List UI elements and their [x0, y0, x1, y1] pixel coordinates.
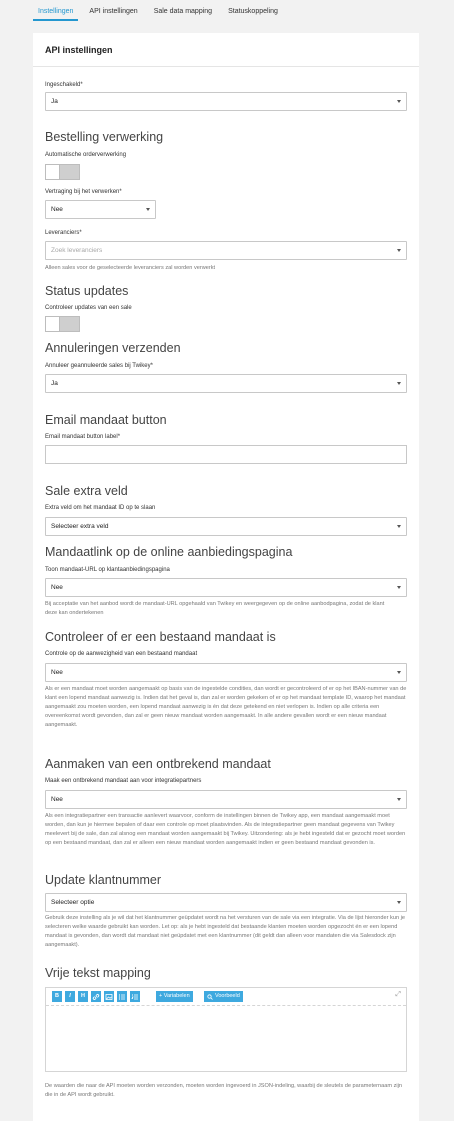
- extra-field-label: Extra veld om het mandaat ID op te slaan: [45, 505, 156, 511]
- panel-title: API instellingen: [45, 45, 113, 55]
- extra-field-select[interactable]: [45, 517, 407, 536]
- section-heading-mandaatlink: Mandaatlink op de online aanbiedingspagina: [45, 545, 293, 559]
- email-button-label: Email mandaat button label*: [45, 434, 121, 440]
- chevron-down-icon: [397, 382, 401, 385]
- chevron-down-icon: [397, 586, 401, 589]
- voorbeeld-button[interactable]: [204, 991, 243, 1002]
- status-updates-toggle[interactable]: [45, 316, 80, 332]
- vertraging-select[interactable]: [45, 200, 156, 219]
- section-heading-extra: Sale extra veld: [45, 484, 128, 498]
- vrije-help: De waarden die naar de API moeten worden verzonden, moeten worden ingevoerd in JSON-indeling, waarbij de sleutels de parameternaam zijn die in de API wordt gebruikt.: [45, 1083, 402, 1098]
- ingeschakeld-label: Ingeschakeld*: [45, 82, 83, 88]
- vertraging-label: Vertraging bij het verwerken*: [45, 189, 122, 195]
- leveranciers-help: Alleen sales voor de geselecteerde leveranciers zal worden verwerkt: [45, 265, 216, 271]
- ingeschakeld-select[interactable]: [45, 92, 407, 111]
- search-icon: [207, 994, 213, 1000]
- expand-icon[interactable]: ⤢: [395, 991, 401, 998]
- tab-statuskoppeling[interactable]: Statuskoppeling: [228, 8, 278, 15]
- section-heading-bestelling: Bestelling verwerking: [45, 130, 164, 144]
- api-settings-panel: [33, 33, 419, 1121]
- ontbrekend-value: Nee: [51, 796, 63, 803]
- vertraging-value: Nee: [51, 206, 63, 213]
- editor-toolbar: [46, 988, 406, 1006]
- tab-sale-data-mapping[interactable]: Sale data mapping: [153, 8, 213, 15]
- mandaatlink-select[interactable]: [45, 578, 407, 597]
- ontbrekend-help: Als een integratiepartner een transactie aanlevert waarvoor, conform de instellingen binnen de Twikey app, een mandaat aangemaakt moet worden, dan kun je hiermee bepalen of daar een controle op moet plaatsvinden. Als de integratiepartner geen mandaat gegevens van Twikey meelevert bij de sale, dan zal alsnog een mandaat worden aangemaakt bij Twikey. Uitzondering: als je hebt ingesteld dat er gezocht moet worden op een bestaand mandaat, dan zal er alleen een nieuw mandaat worden aangemaakt indien er geen bestaand mandaat gevonden is.: [45, 813, 406, 846]
- section-heading-klantnummer: Update klantnummer: [45, 873, 162, 887]
- numbered-list-icon[interactable]: [130, 991, 140, 1002]
- bestaand-value: Nee: [51, 669, 63, 676]
- image-icon[interactable]: [104, 991, 114, 1002]
- klantnummer-value: Selecteer optie: [51, 899, 95, 906]
- section-heading-ontbrekend: Aanmaken van een ontbrekend mandaat: [45, 757, 271, 771]
- leveranciers-placeholder: Zoek leveranciers: [51, 247, 103, 254]
- chevron-down-icon: [397, 671, 401, 674]
- link-icon[interactable]: [91, 991, 101, 1002]
- annuleringen-select[interactable]: [45, 374, 407, 393]
- klantnummer-select[interactable]: [45, 893, 407, 912]
- mandaatlink-help: Bij acceptatie van het aanbod wordt de mandaat-URL opgehaald van Twikey en weergegeven op de online aanbodpagina, zodat de klant deze kan ondertekenen: [45, 601, 385, 616]
- chevron-down-icon: [397, 100, 401, 103]
- status-updates-label: Controleer updates van een sale: [45, 305, 132, 311]
- heading-button[interactable]: H: [78, 991, 88, 1002]
- annuleringen-label: Annuleer geannuleerde sales bij Twikey*: [45, 363, 153, 369]
- variabelen-button[interactable]: + Variabelen: [156, 991, 193, 1002]
- extra-field-value: Selecteer extra veld: [51, 523, 109, 530]
- ontbrekend-label: Maak een ontbrekend mandaat aan voor integratiepartners: [45, 778, 202, 784]
- chevron-down-icon: [397, 901, 401, 904]
- tab-instellingen[interactable]: Instellingen: [33, 0, 78, 21]
- email-button-input[interactable]: [45, 445, 407, 464]
- section-heading-status: Status updates: [45, 284, 129, 298]
- bullet-list-icon[interactable]: [117, 991, 127, 1002]
- chevron-down-icon: [397, 525, 401, 528]
- klantnummer-help: Gebruik deze instelling als je wil dat het klantnummer geüpdatet wordt na het versturen van de sale via een integratie. Via de lijst hieronder kun je selecteren welke waarde gebruikt kan worden. Let op: als je hebt ingesteld dat bestaande klanten moeten worden opgezocht én er een lopend mandaat is gevonden, dan wordt dat mandaat niet geüpdatet met een klantnummer (dit geldt dan alleen voor mandaten die via Salesdock zijn aangemaakt).: [45, 915, 405, 948]
- leveranciers-label: Leveranciers*: [45, 230, 82, 236]
- bestaand-label: Controle op de aanwezigheid van een bestaand mandaat: [45, 651, 198, 657]
- free-text-editor[interactable]: [45, 987, 407, 1072]
- bestaand-help: Als er een mandaat moet worden aangemaakt op basis van de ingestelde condities, dan wordt er gecontroleerd of er op het IBAN-nummer van de klant een lopend mandaat aanwezig is. Indien dat het geval is, dan zal er worden gekeken of er op het mandaat template ID, waarop het mandaat aangemaakt zou moeten worden, een lopend mandaat aanwezig is én dat deze getekend en niet verlopen is. Indien op alle criteria een overeenkomst wordt gevonden, dan zal er geen nieuw mandaat worden aangemaakt. In alle andere gevallen wordt er een nieuw mandaat aangemaakt.: [45, 686, 407, 728]
- auto-processing-toggle[interactable]: [45, 164, 80, 180]
- section-heading-vrije: Vrije tekst mapping: [45, 966, 151, 980]
- italic-button[interactable]: I: [65, 991, 75, 1002]
- ontbrekend-select[interactable]: [45, 790, 407, 809]
- auto-processing-label: Automatische orderverwerking: [45, 152, 127, 158]
- ingeschakeld-value: Ja: [51, 98, 58, 105]
- voorbeeld-label: Voorbeeld: [215, 993, 240, 999]
- annuleringen-value: Ja: [51, 380, 58, 387]
- section-heading-email: Email mandaat button: [45, 413, 167, 427]
- bestaand-select[interactable]: [45, 663, 407, 682]
- chevron-down-icon: [146, 208, 150, 211]
- tab-bar: [0, 0, 454, 24]
- mandaatlink-value: Nee: [51, 584, 63, 591]
- chevron-down-icon: [397, 249, 401, 252]
- bold-button[interactable]: B: [52, 991, 62, 1002]
- leveranciers-select[interactable]: [45, 241, 407, 260]
- section-heading-annuleringen: Annuleringen verzenden: [45, 341, 181, 355]
- section-heading-bestaand: Controleer of er een bestaand mandaat is: [45, 630, 276, 644]
- chevron-down-icon: [397, 798, 401, 801]
- tab-api-instellingen[interactable]: API instellingen: [89, 8, 138, 15]
- mandaatlink-label: Toon mandaat-URL op klantaanbiedingspagina: [45, 567, 170, 573]
